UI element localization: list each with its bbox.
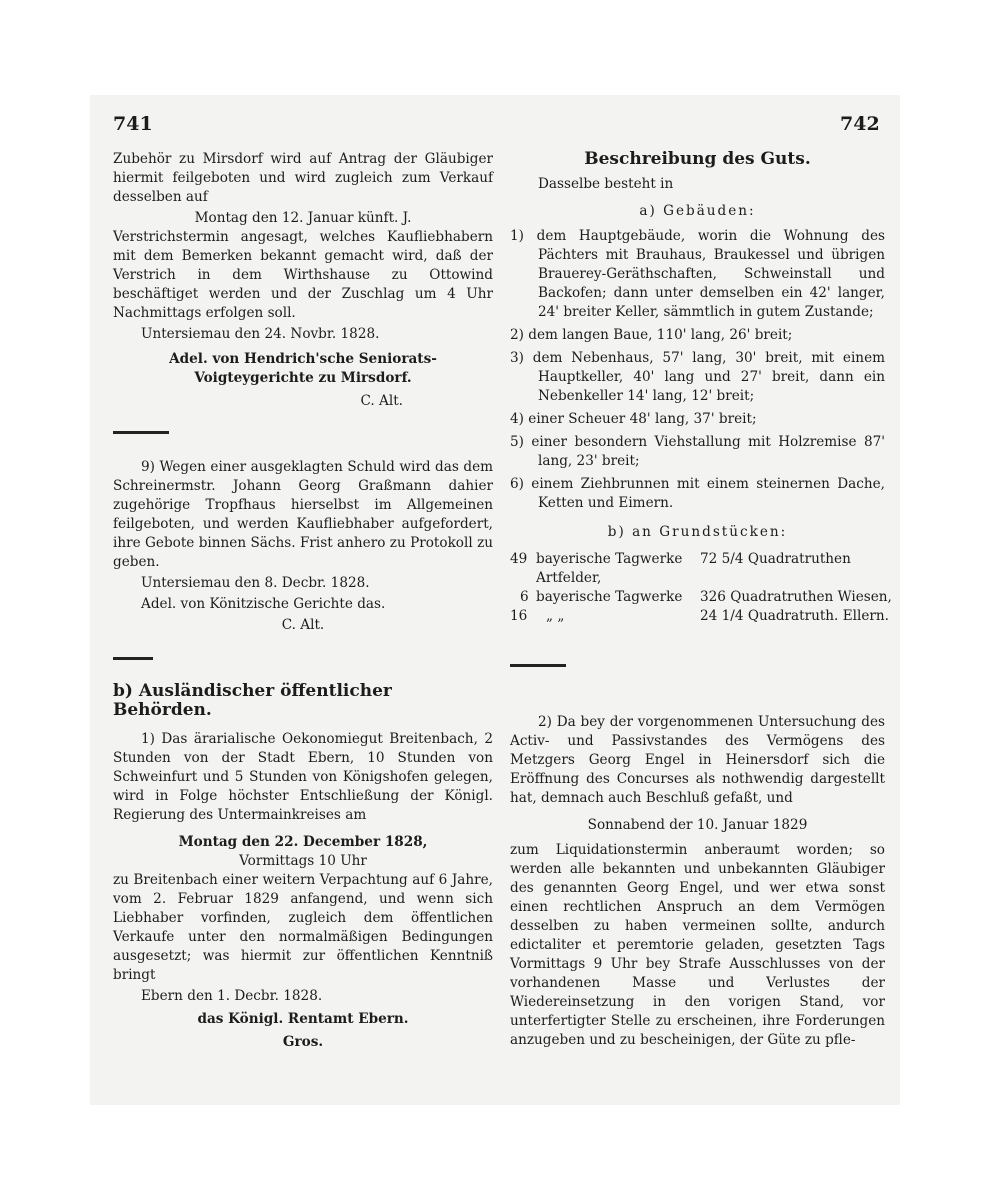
divider: [510, 664, 566, 667]
land-unit: bayerische Tagwerke: [536, 589, 683, 605]
date-line: Sonnabend der 10. Januar 1829: [587, 817, 808, 833]
table-row: [510, 588, 892, 607]
place-date: Untersiemau den 8. Decbr. 1828.: [141, 575, 370, 591]
land-table: [510, 550, 892, 626]
right-column: [510, 149, 892, 1050]
list-item: 5) einer besondern Viehstallung mit Holzremise 87' lang, 23' breit;: [510, 434, 885, 469]
building-list: [510, 227, 885, 513]
intro-line: Dasselbe besteht in: [538, 176, 674, 192]
page-number-right: 742: [840, 113, 880, 135]
page-number-left: 741: [113, 113, 153, 135]
signature: Gros.: [282, 1034, 324, 1050]
subheading-land: b) an Grundstücken:: [607, 524, 788, 540]
section-heading: b) Ausländischer öffentlicher Behörden.: [113, 681, 392, 720]
list-item: 6) einem Ziehbrunnen mit einem steinernen Dache, Ketten und Eimern.: [510, 476, 885, 511]
land-count: 16: [510, 608, 528, 624]
land-unit: „ „: [546, 608, 565, 624]
list-item: 2) dem langen Baue, 110' lang, 26' breit;: [510, 327, 793, 343]
paragraph-auction-terms: Verstrichstermin angesagt, welches Kaufliebhabern mit dem Bemerken bekannt gemacht wird, daß der Verstrich in dem Wirthshause zu Ottowind beschäftiget werden und der Zuschlag um 4 Uhr Nachmittags erfolgen soll.: [113, 229, 493, 321]
place-date: Ebern den 1. Decbr. 1828.: [141, 988, 323, 1004]
land-measure: 24 1/4 Quadratruth. Ellern.: [700, 608, 889, 624]
authority-name: Adel. von Könitzische Gerichte das.: [141, 596, 386, 612]
left-column: [113, 150, 493, 1052]
list-item: 4) einer Scheuer 48' lang, 37' breit;: [510, 411, 757, 427]
place-date: Untersiemau den 24. Novbr. 1828.: [141, 326, 380, 342]
date-line: Montag den 22. December 1828,: [178, 834, 428, 850]
table-row: [510, 550, 885, 569]
land-unit: bayerische Tagwerke: [536, 551, 683, 567]
time-line: Vormittags 10 Uhr: [239, 853, 367, 869]
paragraph-notice-9: 9) Wegen einer ausgeklagten Schuld wird das dem Schreinermstr. Johann Georg Graßmann dahier zugehörige Tropfhaus hierselbst im Allgemeinen feilgeboten, und werden Kaufliebhaber aufgefordert, ihre Gebote binnen Sächs. Frist anhero zu Protokoll zu geben.: [113, 459, 493, 570]
authority-name: das Königl. Rentamt Ebern.: [197, 1011, 409, 1027]
land-count: 49: [510, 551, 528, 567]
section-heading: Beschreibung des Guts.: [584, 149, 811, 169]
table-row: [510, 607, 889, 626]
date-line: Montag den 12. Januar künft. J.: [194, 210, 412, 226]
subheading-buildings: a) Gebäuden:: [639, 203, 756, 219]
land-measure: 326 Quadratruthen Wiesen,: [700, 589, 892, 605]
divider: [113, 657, 153, 660]
signature: C. Alt.: [281, 617, 325, 633]
paragraph-auction-intro: Zubehör zu Mirsdorf wird auf Antrag der Gläubiger hiermit feilgeboten und wird zugleich zum Verkauf desselben auf: [113, 151, 493, 205]
authority-name: Adel. von Hendrich'sche Seniorats-Voigteygerichte zu Mirsdorf.: [169, 351, 437, 386]
signature: C. Alt.: [360, 393, 403, 409]
paragraph-bankruptcy: 2) Da bey der vorgenommenen Untersuchung des Activ- und Passivstandes des Vermögens des Metzgers Georg Engel in Heinersdorf sich die Eröffnung des Concurses als nothwendig dargestellt hat, demnach auch Beschluß gefaßt, und: [510, 714, 885, 806]
divider: [113, 431, 169, 434]
land-unit: Artfelder,: [536, 570, 602, 586]
land-measure: 72 5/4 Quadratruthen: [700, 551, 851, 567]
paragraph-creditors: zum Liquidationstermin anberaumt worden; so werden alle bekannten und unbekannten Gläubiger des genannten Georg Engel, und wer etwa sonst einen rechtlichen Anspruch an dem Vermögen desselben zu haben vermeinen sollte, andurch edictaliter et peremtorie geladen, gesetzten Tags Vormittags 9 Uhr bey Strafe Ausschlusses von der vorhandenen Masse und Verlustes der Wiedereinsetzung in den vorigen Stand, vor unterfertigter Stelle zu erscheinen, ihre Forderungen anzugeben und zu bescheinigen, der Güte zu pfle-: [510, 842, 885, 1048]
land-count: 6: [520, 589, 529, 605]
paragraph-estate: 1) Das ärarialische Oekonomiegut Breitenbach, 2 Stunden von der Stadt Ebern, 10 Stunden von Schweinfurt und 5 Stunden von Königshofen gelegen, wird in Folge höchster Entschließung der Königl. Regierung des Untermainkreises am: [113, 731, 493, 823]
paragraph-lease-terms: zu Breitenbach einer weitern Verpachtung auf 6 Jahre, vom 2. Februar 1829 anfangend, und wenn sich Liebhaber vorfinden, zugleich dem öffentlichen Verkaufe unter den normalmäßigen Bedingungen ausgesetzt; was hiermit zur öffentlichen Kenntniß bringt: [113, 872, 493, 983]
list-item: 3) dem Nebenhaus, 57' lang, 30' breit, mit einem Hauptkeller, 40' lang und 27' breit, dann ein Nebenkeller 14' lang, 12' breit;: [510, 350, 885, 404]
table-row: [510, 569, 885, 588]
list-item: 1) dem Hauptgebäude, worin die Wohnung des Pächters mit Brauhaus, Braukessel und übrigen Brauerey-Geräthschaften, Schweinstall und Backofen; dann unter demselben ein 42' langer, 24' breiter Keller, sämmtlich in gutem Zustande;: [510, 228, 885, 320]
